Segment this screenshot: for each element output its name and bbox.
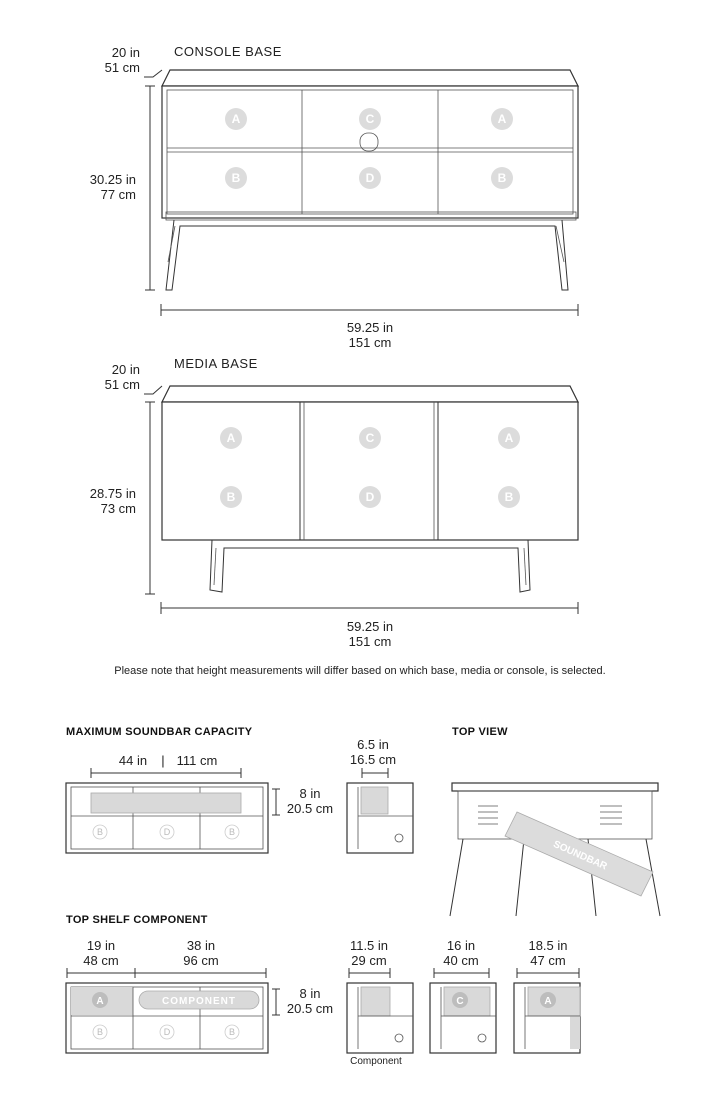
console-depth-in: 20 in	[111, 45, 140, 60]
media-height-in: 28.75 in	[89, 486, 136, 501]
top-shelf-a-label: A	[96, 996, 104, 1007]
console-height-cm: 77 cm	[100, 187, 136, 202]
top-shelf-mid-cm: 96 cm	[183, 953, 219, 968]
soundbar-depth-cm: 16.5 cm	[349, 752, 397, 767]
soundbar-ghost-label: B	[228, 827, 236, 837]
side1-caption: Component	[350, 1056, 402, 1067]
top-shelf-height-in: 8 in	[299, 986, 321, 1001]
media-depth-in: 20 in	[111, 362, 140, 377]
console-height-in: 30.25 in	[89, 172, 136, 187]
side3-depth-cm: 47 cm	[530, 953, 566, 968]
media-door-label: D	[365, 490, 375, 504]
top-shelf-title: TOP SHELF COMPONENT	[66, 914, 208, 926]
console-door-label: A	[231, 112, 241, 126]
top-shelf-ghost-label: D	[163, 1027, 171, 1037]
top-shelf-height-cm: 20.5 cm	[286, 1001, 334, 1016]
media-door-label: B	[226, 490, 236, 504]
soundbar-width-in: 44 in	[118, 753, 148, 768]
media-door-label: C	[365, 431, 375, 445]
soundbar-width-sep: |	[161, 753, 165, 768]
top-shelf-ghost-label: B	[96, 1027, 104, 1037]
media-base-diagram	[90, 356, 578, 649]
soundbar-capacity-diagram	[66, 726, 413, 853]
console-width-cm: 151 cm	[348, 335, 392, 350]
console-door-label: C	[365, 112, 375, 126]
top-view-title: TOP VIEW	[452, 726, 508, 738]
top-shelf-ghost-label: B	[228, 1027, 236, 1037]
console-door-label: D	[365, 171, 375, 185]
media-door-label: A	[504, 431, 514, 445]
top-shelf-mid-in: 38 in	[186, 938, 216, 953]
media-door-label: A	[226, 431, 236, 445]
media-height-cm: 73 cm	[100, 501, 136, 516]
top-shelf-component-diagram	[66, 914, 580, 1067]
media-width-in: 59.25 in	[346, 619, 394, 634]
side1-depth-cm: 29 cm	[351, 953, 387, 968]
console-width-in: 59.25 in	[346, 320, 394, 335]
height-note: Please note that height measurements will differ based on which base, media or console, is selected.	[114, 665, 606, 677]
side3-depth-in: 18.5 in	[528, 938, 568, 953]
side2-depth-cm: 40 cm	[443, 953, 479, 968]
console-door-label: A	[497, 112, 507, 126]
side2-label: C	[456, 996, 464, 1007]
soundbar-depth-in: 6.5 in	[357, 737, 389, 752]
soundbar-section-title: MAXIMUM SOUNDBAR CAPACITY	[66, 726, 253, 738]
soundbar-width-cm: 111 cm	[176, 753, 218, 768]
media-width-cm: 151 cm	[348, 634, 392, 649]
media-depth-cm: 51 cm	[104, 377, 140, 392]
side2-depth-in: 16 in	[446, 938, 476, 953]
soundbar-height-cm: 20.5 cm	[286, 801, 334, 816]
side3-label: A	[544, 996, 552, 1007]
component-label: COMPONENT	[162, 996, 236, 1007]
media-base-title: MEDIA BASE	[174, 356, 258, 371]
console-depth-cm: 51 cm	[104, 60, 140, 75]
console-door-label: B	[497, 171, 507, 185]
side1-depth-in: 11.5 in	[349, 938, 389, 953]
console-door-label: B	[231, 171, 241, 185]
soundbar-ghost-label: D	[163, 827, 171, 837]
top-shelf-left-cm: 48 cm	[83, 953, 119, 968]
soundbar-height-in: 8 in	[299, 786, 321, 801]
top-shelf-left-in: 19 in	[86, 938, 116, 953]
media-door-label: B	[504, 490, 514, 504]
console-base-diagram	[90, 44, 578, 350]
console-base-title: CONSOLE BASE	[174, 44, 282, 59]
soundbar-ghost-label: B	[96, 827, 104, 837]
top-view-diagram	[450, 726, 660, 916]
soundbar-label: SOUNDBAR	[551, 838, 609, 873]
